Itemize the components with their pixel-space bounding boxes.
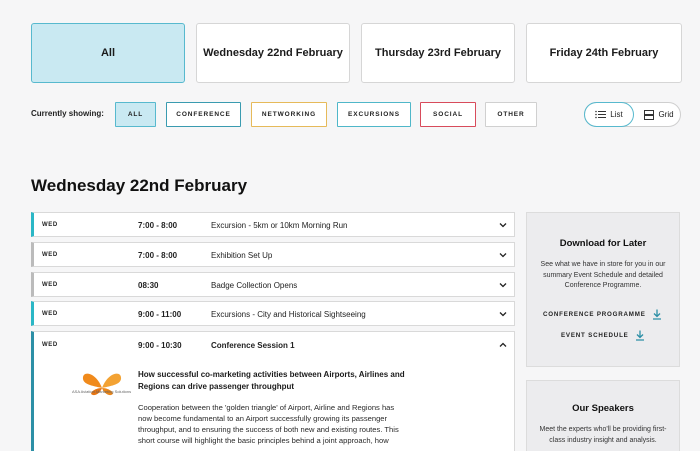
filter-chip-conference[interactable]: CONFERENCE [166,102,241,127]
day-tab-label: Wednesday 22nd February [203,47,343,59]
view-toggle [584,102,681,127]
list-icon [595,110,606,119]
row-day: WED [42,282,58,288]
download-card [526,212,680,367]
speakers-card-title: Our Speakers [572,403,634,414]
filter-bar [31,102,681,127]
day-tab-thursday[interactable] [361,23,515,83]
day-tab-friday[interactable] [526,23,682,83]
currently-showing-label: Currently showing: [31,109,104,118]
row-time: 7:00 - 8:00 [138,221,178,230]
list-view-label: List [610,110,623,119]
chevron-down-icon[interactable] [498,309,508,319]
day-tab-label: Friday 24th February [549,47,659,59]
event-schedule-link[interactable] [561,330,645,341]
schedule-row[interactable] [31,301,515,326]
row-title: Exhibition Set Up [211,251,273,260]
row-title: Excursions - City and Historical Sightseeing [211,310,366,319]
filter-chip-networking[interactable]: NETWORKING [251,102,327,127]
filter-chip-other[interactable]: OTHER [485,102,537,127]
session-description: Cooperation between the 'golden triangle' of Airport, Airline and Regions has now become fundamental to an Airport successfully growing its passenger throughput, and to ensuring the success of both new and existing routes. This short course will highlight the basic principles behind a joint approach, how [138,403,399,445]
event-schedule-label: EVENT SCHEDULE [561,332,629,339]
conference-programme-link[interactable] [543,309,662,320]
schedule-row[interactable] [31,272,515,297]
chevron-down-icon[interactable] [498,250,508,260]
row-title: Excursion - 5km or 10km Morning Run [211,221,348,230]
filter-chip-all[interactable]: ALL [115,102,156,127]
grid-view-label: Grid [658,110,674,119]
conference-programme-label: CONFERENCE PROGRAMME [543,311,646,318]
speakers-card [526,380,680,451]
day-tab-label: Thursday 23rd February [375,47,501,59]
day-tab-label: All [100,47,116,59]
row-time: 9:00 - 10:30 [138,341,182,350]
row-time: 9:00 - 11:00 [138,310,182,319]
download-card-text: See what we have in store for you in our summary Event Schedule and detailed Conference Programme. [540,261,666,289]
download-arrow-icon [635,330,645,341]
filter-chip-social[interactable]: SOCIAL [420,102,476,127]
row-day: WED [42,342,58,348]
day-tab-wednesday[interactable] [196,23,350,83]
day-tabs [31,23,682,83]
grid-icon [644,110,654,120]
schedule-row[interactable] [31,212,515,237]
chevron-up-icon[interactable] [498,340,508,350]
schedule-row[interactable] [31,242,515,267]
row-time: 08:30 [138,281,159,290]
speaker-logo-text: ASA Aviation Marketing Solutions [72,389,132,394]
list-view-button[interactable] [584,102,634,127]
filter-chip-excursions[interactable]: EXCURSIONS [337,102,411,127]
day-heading: Wednesday 22nd February [31,176,248,195]
row-day: WED [42,311,58,317]
row-title: Badge Collection Opens [211,281,298,290]
grid-view-button[interactable] [637,103,681,126]
speakers-card-text: Meet the experts who'll be providing first-class industry insight and analysis. [539,426,667,444]
day-tab-all[interactable] [31,23,185,83]
row-time: 7:00 - 8:00 [138,251,178,260]
download-card-title: Download for Later [559,238,647,249]
chevron-down-icon[interactable] [498,280,508,290]
row-day: WED [42,222,58,228]
session-title: How successful co-marketing activities between Airports, Airlines and Regions can drive passenger throughput [138,370,405,391]
row-title: Conference Session 1 [211,341,295,350]
row-day: WED [42,252,58,258]
expanded-session [31,331,515,451]
download-arrow-icon [652,309,662,320]
chevron-down-icon[interactable] [498,220,508,230]
